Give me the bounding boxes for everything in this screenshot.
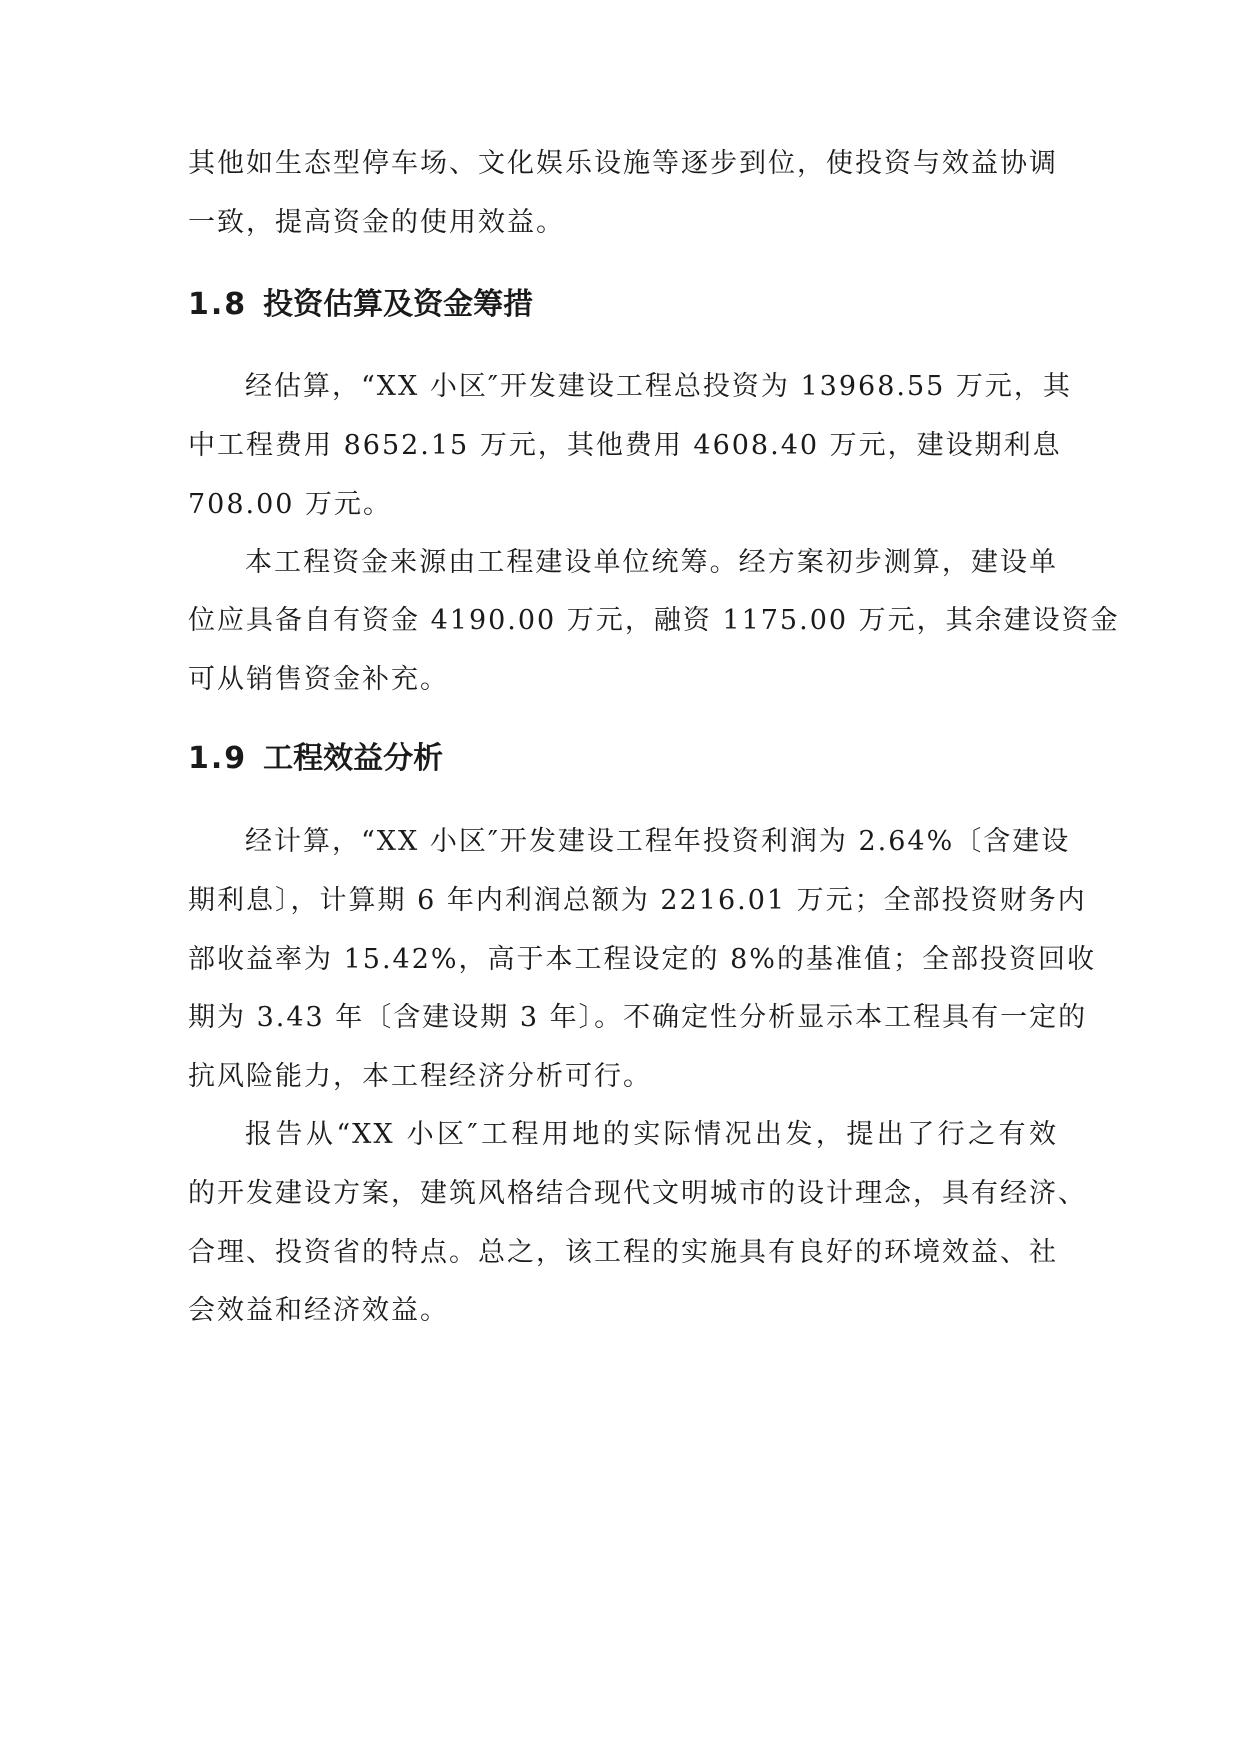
paragraph-line: 本工程资金来源由工程建设单位统筹。经方案初步测算，建设单 (245, 547, 1058, 578)
paragraph-line: 合理、投资省的特点。总之，该工程的实施具有良好的环境效益、社 (188, 1237, 1058, 1268)
paragraph-line: 部收益率为 15.42%，高于本工程设定的 8%的基准值；全部投资回收 (188, 944, 1096, 975)
section-heading-1-8 (188, 284, 533, 326)
section-title: 投资估算及资金筹措 (263, 287, 534, 322)
paragraph-line: 其他如生态型停车场、文化娱乐设施等逐步到位，使投资与效益协调 (188, 148, 1058, 179)
section-title: 工程效益分析 (263, 741, 444, 776)
paragraph-line: 可从销售资金补充。 (188, 664, 449, 695)
section-heading-1-9 (188, 738, 443, 780)
paragraph-line: 期利息〕，计算期 6 年内利润总额为 2216.01 万元；全部投资财务内 (188, 885, 1087, 916)
paragraph-line: 经估算，“XX 小区″开发建设工程总投资为 13968.55 万元，其 (245, 371, 1072, 402)
paragraph-line: 抗风险能力，本工程经济分析可行。 (188, 1061, 652, 1092)
section-number: 1.8 (188, 287, 248, 322)
paragraph-line: 中工程费用 8652.15 万元，其他费用 4608.40 万元，建设期利息 (188, 430, 1062, 461)
section-number: 1.9 (188, 741, 248, 776)
paragraph-line: 期为 3.43 年〔含建设期 3 年〕。不确定性分析显示本工程具有一定的 (188, 1002, 1088, 1033)
paragraph-line: 会效益和经济效益。 (188, 1295, 449, 1326)
paragraph-line: 经计算，“XX 小区″开发建设工程年投资利润为 2.64%〔含建设 (245, 826, 1071, 857)
paragraph-line: 一致，提高资金的使用效益。 (188, 207, 565, 238)
paragraph-line: 位应具备自有资金 4190.00 万元，融资 1175.00 万元，其余建设资金 (188, 605, 1120, 636)
paragraph-line: 708.00 万元。 (188, 489, 393, 520)
paragraph-line: 报告从“XX 小区″工程用地的实际情况出发，提出了行之有效 (245, 1119, 1058, 1150)
paragraph-line: 的开发建设方案，建筑风格结合现代文明城市的设计理念，具有经济、 (188, 1178, 1087, 1209)
